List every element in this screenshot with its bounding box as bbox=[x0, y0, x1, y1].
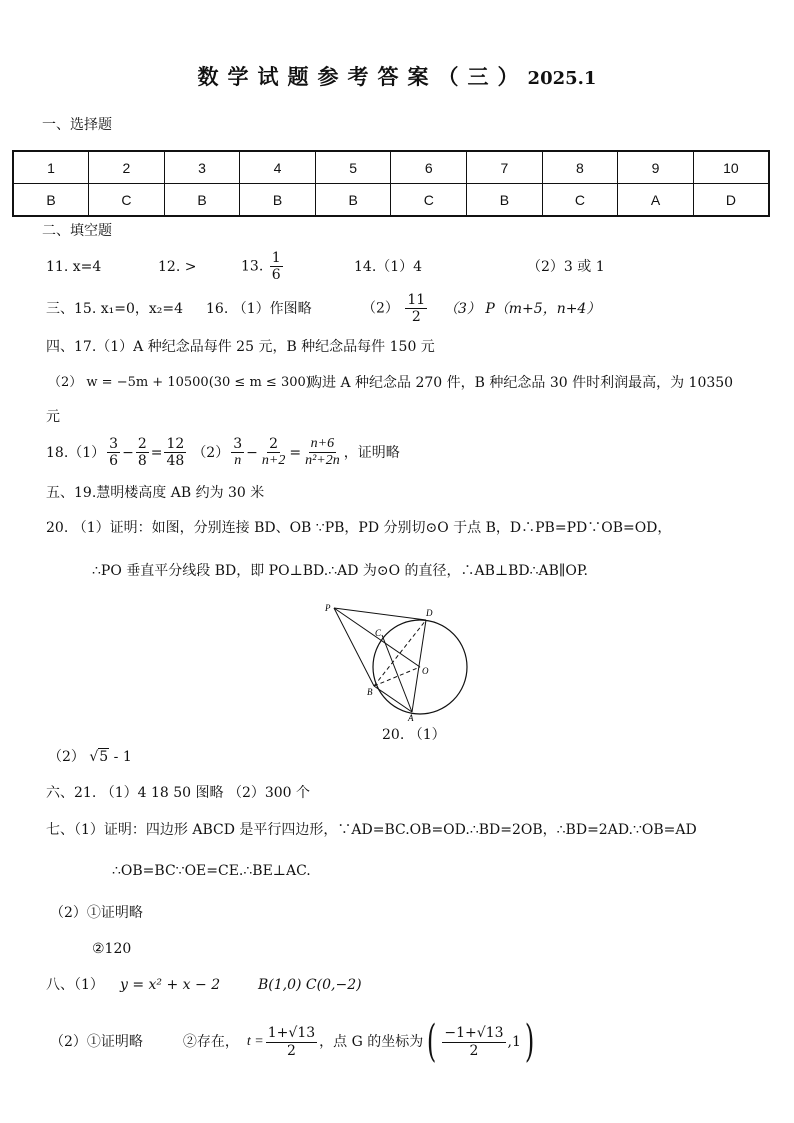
numerator: −1+√13 bbox=[444, 1025, 504, 1042]
radicand: 5 bbox=[99, 749, 109, 765]
denominator: 6 bbox=[109, 453, 119, 470]
answer-23b-t: t = bbox=[246, 1034, 264, 1049]
label-d: D bbox=[426, 608, 433, 618]
answer-17a: 四、17.（1）A 种纪念品每件 25 元，B 种纪念品每件 150 元 bbox=[46, 339, 435, 355]
answer-16a: 16. （1）作图略 bbox=[206, 301, 312, 317]
table-cell: 10 bbox=[693, 151, 769, 184]
fraction bbox=[270, 250, 283, 283]
answer-17b-tail: 元 bbox=[46, 409, 60, 425]
table-cell: B bbox=[13, 184, 89, 217]
answer-23b-text: ，点 G 的坐标为 bbox=[319, 1034, 424, 1050]
table-row-answers bbox=[13, 184, 769, 217]
answer-20a-line2: ∴PO 垂直平分线段 BD，即 PO⊥BD.∴AD 为⊙O 的直径，∴AB⊥BD∴AB∥OP. bbox=[92, 563, 588, 579]
answer-23b-mid: ②存在， bbox=[182, 1034, 239, 1050]
fraction bbox=[260, 436, 287, 469]
answer-18-tail: ，证明略 bbox=[343, 444, 400, 461]
table-cell: A bbox=[618, 184, 694, 217]
fraction bbox=[107, 436, 120, 469]
label-c: C bbox=[375, 628, 382, 638]
denominator: 2 bbox=[411, 309, 421, 326]
denominator: n bbox=[234, 453, 242, 469]
table-cell: C bbox=[391, 184, 467, 217]
left-paren: ( bbox=[427, 1016, 437, 1067]
answer-21: 六、21. （1）4 18 50 图略 （2）300 个 bbox=[46, 785, 311, 801]
table-cell: 4 bbox=[240, 151, 316, 184]
table-cell: D bbox=[693, 184, 769, 217]
answer-17b-text: 购进 A 种纪念品 270 件，B 种纪念品 30 件时利润最高，为 10350 bbox=[308, 375, 734, 391]
table-cell: 1 bbox=[13, 151, 89, 184]
answer-16b bbox=[362, 292, 429, 325]
answer-20a-line1: 20. （1）证明：如图，分别连接 BD、OB ∵PB，PD 分别切⊙O 于点 B，D∴PB=PD∵OB=OD， bbox=[46, 520, 672, 536]
answer-23a-expr: y = x² + x − 2 bbox=[120, 977, 221, 993]
answer-15: 三、15. x₁=0，x₂=4 bbox=[46, 301, 184, 317]
answer-19: 五、19.慧明楼高度 AB 约为 30 米 bbox=[46, 485, 265, 501]
title-main: 数学试题参考答案（三） bbox=[197, 64, 528, 89]
title-year: 2025.1 bbox=[527, 68, 597, 89]
answer-18-part2: （2） bbox=[192, 444, 230, 461]
answer-22b: （2）①证明略 bbox=[50, 905, 143, 921]
numerator: 1 bbox=[271, 250, 281, 266]
label-p: P bbox=[325, 603, 331, 613]
label-b: B bbox=[367, 687, 373, 697]
answer-23a-label: 八、（1） bbox=[46, 977, 104, 993]
numerator: 3 bbox=[233, 436, 243, 452]
tangent-pb bbox=[334, 608, 374, 686]
answer-23b bbox=[50, 1016, 538, 1067]
denominator: 8 bbox=[137, 453, 147, 470]
answer-23b-g2: ,1 bbox=[507, 1034, 521, 1050]
circle-tangent-figure bbox=[322, 600, 472, 722]
numerator: 11 bbox=[407, 292, 426, 308]
table-cell: 3 bbox=[164, 151, 240, 184]
denominator: n²+2n bbox=[305, 453, 340, 469]
table-row-numbers bbox=[13, 151, 769, 184]
answer-22a-line2: ∴OB=BC∵OE=CE.∴BE⊥AC. bbox=[112, 863, 311, 879]
answer-11: 11. x=4 bbox=[46, 259, 102, 275]
numerator: 1+√13 bbox=[267, 1025, 316, 1042]
answer-20b-label: （2） bbox=[48, 749, 85, 765]
label-o: O bbox=[422, 666, 429, 676]
tangent-pd bbox=[334, 608, 426, 620]
fraction bbox=[136, 436, 149, 469]
answer-23a-points: B(1,0) C(0,−2) bbox=[258, 977, 362, 993]
table-cell: C bbox=[89, 184, 165, 217]
table-cell: 7 bbox=[467, 151, 543, 184]
table-cell: 6 bbox=[391, 151, 467, 184]
table-cell: 5 bbox=[315, 151, 391, 184]
section-heading-fill: 二、填空题 bbox=[42, 223, 112, 239]
denominator: 2 bbox=[286, 1042, 296, 1059]
answer-23b-label: （2）①证明略 bbox=[50, 1034, 143, 1050]
page-title bbox=[0, 66, 794, 88]
numerator: 3 bbox=[109, 436, 119, 452]
answer-16c: （3） P（m+5，n+4） bbox=[444, 301, 601, 317]
table-cell: 9 bbox=[618, 151, 694, 184]
table-cell: B bbox=[315, 184, 391, 217]
fraction bbox=[303, 436, 342, 469]
numerator: 2 bbox=[269, 436, 279, 452]
answer-17b-expr: （2） w = −5m + 10500(30 ≤ m ≤ 300) bbox=[48, 375, 311, 390]
numerator: 12 bbox=[166, 436, 185, 452]
answer-12: 12. > bbox=[158, 259, 197, 275]
label-a: A bbox=[408, 713, 414, 722]
numerator: n+6 bbox=[309, 436, 336, 453]
table-cell: 2 bbox=[89, 151, 165, 184]
line-ba bbox=[374, 686, 412, 712]
answer-18-label: 18.（1） bbox=[46, 444, 106, 461]
table-cell: B bbox=[164, 184, 240, 217]
fraction bbox=[442, 1025, 505, 1058]
sqrt: √5 bbox=[89, 749, 109, 765]
table-cell: B bbox=[240, 184, 316, 217]
table-cell: 8 bbox=[542, 151, 618, 184]
fraction bbox=[405, 292, 427, 325]
numerator: 2 bbox=[137, 436, 147, 452]
fraction bbox=[266, 1025, 317, 1058]
fraction bbox=[231, 436, 244, 469]
answer-13 bbox=[241, 250, 285, 283]
denominator: 48 bbox=[166, 453, 185, 470]
denominator: n+2 bbox=[261, 453, 286, 469]
fraction bbox=[164, 436, 186, 469]
answer-13-label: 13. bbox=[241, 258, 264, 275]
answer-16b-label: （2） bbox=[362, 300, 399, 317]
figure-caption: 20. （1） bbox=[382, 727, 446, 743]
section-heading-choice: 一、选择题 bbox=[42, 117, 112, 133]
answer-20b-tail: - 1 bbox=[109, 749, 132, 765]
table-cell: B bbox=[467, 184, 543, 217]
denominator: 6 bbox=[271, 267, 281, 284]
denominator: 2 bbox=[469, 1042, 479, 1059]
table-cell: C bbox=[542, 184, 618, 217]
answer-14b: （2）3 或 1 bbox=[527, 259, 605, 275]
line-bo bbox=[374, 667, 420, 686]
answer-22a-line1: 七、（1）证明：四边形 ABCD 是平行四边形，∵AD=BC.OB=OD.∴BD=2OB，∴BD=2AD.∵OB=AD bbox=[46, 822, 697, 838]
answer-table bbox=[12, 150, 770, 217]
line-bd bbox=[374, 620, 426, 686]
answer-14: 14.（1）4 bbox=[354, 259, 423, 275]
answer-22c: ②120 bbox=[92, 941, 132, 957]
answer-18: 18.（1） $\frac{3}{6}$ − $\frac{2}{8}$ = $\frac{12}{48}$ （2） $\frac{3}{n}$ − $\frac{2}{n+2}$ = $\frac{n+6}{\text{n²+2n}}$ ，证明略 bbox=[46, 436, 400, 470]
right-paren: ) bbox=[524, 1016, 535, 1067]
answer-20b bbox=[48, 750, 132, 764]
